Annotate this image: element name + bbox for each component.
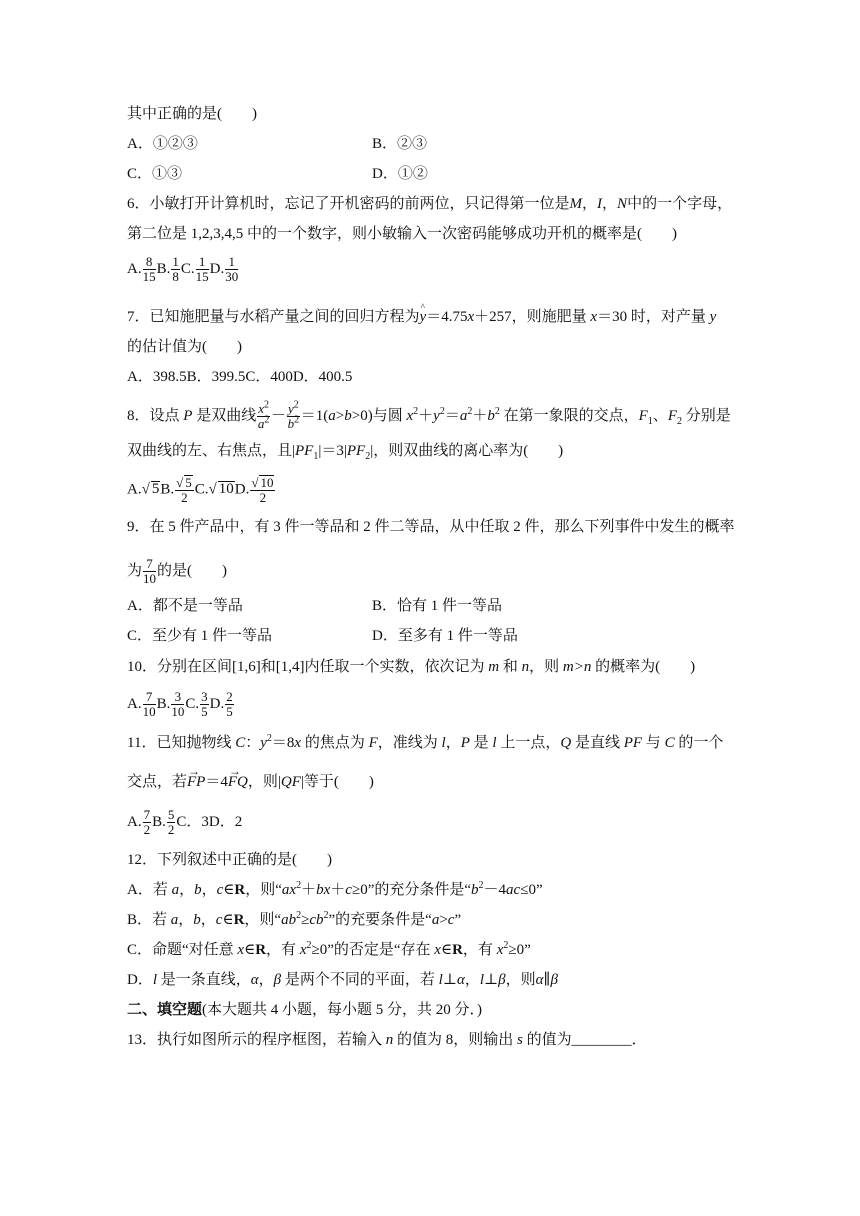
- q6-text-c: 第二位是 1,2,3,4,5 中的一个数字，则小敏输入一次密码能够成功开机的概率是( ): [127, 226, 677, 242]
- q7-var-y: y: [709, 309, 717, 325]
- q8-line-2: 双曲线的左、右焦点，且$|PF_1|=3|PF_2|$，则双曲线的离心率为( ): [127, 443, 564, 462]
- q6-opt-d-den: 30: [225, 269, 239, 284]
- q9-option-b: B．恰有 1 件一等品: [372, 598, 503, 614]
- q8-opt-a-label: A.: [127, 481, 142, 498]
- q11-colon: ：: [245, 735, 261, 751]
- q10-opt-b-den: 10: [171, 704, 185, 719]
- q6-var-m: M: [569, 196, 583, 212]
- q9-text-a: 9．在 5 件产品中，有 3 件一等品和 2 件二等品，从中任取 2 件，那么下列事件中发生的概率: [127, 519, 735, 535]
- q8-text-a: 8．设点: [127, 407, 180, 424]
- q11-text-b: 的焦点为: [304, 735, 365, 751]
- q9-line-1: [127, 518, 735, 536]
- q12-d-text-4: ，则: [505, 972, 536, 988]
- q7-line-2: [127, 338, 242, 356]
- q13-text-c: 的值为________．: [526, 1032, 647, 1048]
- q9-num: 7: [143, 557, 156, 572]
- q12-option-b: B．若 a，b，c∈R，则“$ab^2\ge cb^2$”的充要条件是“a>c”: [127, 910, 462, 928]
- q11-var-p: P: [460, 735, 470, 751]
- q8-opt-a-radicand: 5: [151, 481, 160, 498]
- q10-opt-c-fraction: [200, 690, 209, 719]
- q6-opt-d-fraction: [225, 255, 238, 284]
- q6-opt-b-den: 8: [172, 269, 179, 284]
- q11-comma: ，: [445, 735, 461, 751]
- q8-pf1: PF: [295, 443, 314, 459]
- q12-option-a: A．若 a，b，c∈R，则“$ax^2+bx+c\ge 0$”的充分条件是“$b^2-4ac\le 0$”: [127, 880, 543, 898]
- q12-b-text-3: ”的充要条件是“: [328, 912, 432, 928]
- q9-fraction: [143, 557, 156, 586]
- q5-option-b: B．②③: [372, 136, 428, 152]
- q6-opt-c-fraction: [196, 255, 209, 284]
- q12-a-text-2: ，则“: [245, 882, 282, 898]
- q6-text-a: 6．小敏打开计算机时，忘记了开机密码的前两位，只记得第一位是: [127, 196, 570, 212]
- q10-opt-c-num: 3: [201, 689, 208, 704]
- q8-text-gt0: >0)与圆: [351, 407, 403, 424]
- q10-cond: m>n: [562, 659, 592, 675]
- q12-a-text-4: ”: [535, 882, 543, 898]
- q10-options: [127, 690, 235, 719]
- q5-options-row-1: [127, 135, 428, 153]
- q10-var-m: m: [488, 659, 500, 675]
- q9-text-b: 为: [127, 562, 143, 579]
- q8-options: A.√ 5B. $\frac{√ 5}{2}$ C.√ 10D. $\frac{√ 10}{2}$: [127, 475, 274, 505]
- q11-text-is: 是: [473, 735, 489, 751]
- q12-stem-text: 12．下列叙述中正确的是( ): [127, 852, 332, 868]
- q6-opt-c-num: 1: [196, 255, 209, 270]
- q11-var-l: l: [441, 735, 446, 751]
- q6-opt-b-fraction: [171, 255, 180, 284]
- section-2-heading: [127, 1001, 482, 1019]
- q9-option-c: C．至少有 1 件一等品: [127, 628, 273, 644]
- q12-b-text-4: ”: [454, 912, 462, 928]
- q10-line-1: [127, 658, 695, 676]
- q13-line: [127, 1031, 647, 1049]
- q12-option-c: C．命题“对任意 x∈R，有 $x^2\ge 0$”的否定是“存在 x∈R，有 $x^2\ge 0$”: [127, 940, 531, 958]
- q6-text-b: 中的一个字母，: [627, 196, 733, 212]
- q10-text-a: 10．分别在区间[1,6]和[1,4]内任取一个实数，依次记为: [127, 659, 485, 675]
- q6-opt-c-den: 15: [195, 269, 209, 284]
- q6-var-n: N: [617, 196, 628, 212]
- q13-text-a: 13．执行如图所示的程序框图，若输入: [127, 1032, 383, 1048]
- q6-opt-b-num: 1: [172, 254, 179, 269]
- q12-a-text-3: ”的充分条件是“: [367, 882, 472, 898]
- q11-vec-fp: → FP: [187, 773, 205, 791]
- q12-c-text-2: ，有: [266, 942, 297, 958]
- q12-b-text-1: B．若: [127, 912, 168, 928]
- q11-var-qf: QF: [280, 774, 301, 790]
- q11-opt-a-fraction: [143, 808, 152, 837]
- q8-circle-eq: ＝: [444, 407, 460, 424]
- q6-opt-d-label: D.: [209, 260, 225, 277]
- q8-gt: >: [335, 407, 345, 424]
- q10-var-n: n: [521, 659, 530, 675]
- q8-opt-b-den: 2: [181, 490, 188, 505]
- q5-option-a: A．①②③: [127, 136, 198, 152]
- q11-text-f: |等于( ): [300, 774, 374, 790]
- q9-option-d: D．至多有 1 件一等品: [372, 628, 518, 644]
- q11-vec-fq: → FQ: [228, 773, 248, 791]
- q8-frac-y2-b2: $\frac{y^2}{b^2}$: [287, 399, 300, 431]
- section-2-note: (本大题共 4 小题，每小题 5 分，共 20 分．): [202, 1002, 483, 1018]
- q11-var-x: x: [294, 735, 302, 751]
- q11-var-c: C: [235, 735, 246, 751]
- q12-option-d: D．l 是一条直线，α，β 是两个不同的平面，若 l⊥α，l⊥β，则α∥β: [127, 972, 558, 988]
- q8-line-1: 8．设点 P 是双曲线 $\frac{x^2}{a^2}$ － $\frac{y^2}{b^2}$ ＝1(a>b>0)与圆 $x^2+y^2=a^2+b^2$ 在第一象限的交点，$F_1$、$F_2$ 分别是: [127, 399, 731, 431]
- q8-opt-d-den: 2: [259, 490, 267, 505]
- q8-text-b: 是双曲线: [196, 407, 257, 424]
- q12-d-text-3: 是两个不同的平面，若: [284, 972, 435, 988]
- q9-line-2: [127, 557, 227, 586]
- q10-text-tail: 的概率为( ): [595, 659, 696, 675]
- q10-opt-d-den: 5: [226, 704, 233, 719]
- q8-text-eq: ＝1(: [300, 407, 329, 424]
- q11-opt-b-den: 2: [167, 822, 175, 837]
- q10-opt-a-label: A.: [127, 695, 142, 712]
- q5-option-d: D．①②: [372, 166, 428, 182]
- q7-text-b: ＝4.75: [426, 309, 468, 325]
- q11-opt-b-label: B.: [152, 813, 166, 830]
- intro-text: 其中正确的是( ): [127, 106, 257, 122]
- q5-option-c: C．①③: [127, 166, 183, 182]
- q11-var-pf: PF: [623, 735, 643, 751]
- q10-text-then: ，则: [529, 659, 560, 675]
- q9-option-a: A．都不是一等品: [127, 598, 243, 614]
- q13-var-n: n: [385, 1032, 394, 1048]
- q11-options: [127, 808, 242, 837]
- q7-text-e: 的估计值为( ): [127, 339, 242, 355]
- q12-d-text-2: 是一条直线，: [160, 972, 251, 988]
- q11-var-l-2: l: [492, 735, 497, 751]
- q8-opt-d-radicand: 10: [260, 475, 274, 490]
- q6-opt-b-label: B.: [156, 260, 171, 277]
- q6-opt-a-label: A.: [127, 260, 142, 277]
- q10-opt-a-den: 10: [142, 704, 156, 719]
- q12-c-text-1: C．命题“对任意: [127, 942, 234, 958]
- q8-text-d: 双曲线的左、右焦点，且|: [127, 443, 296, 459]
- q11-opt-a-label: A.: [127, 813, 142, 830]
- q10-opt-b-label: B.: [156, 695, 171, 712]
- q7-var-x: x: [467, 309, 475, 325]
- q11-eq: ＝8: [271, 735, 295, 751]
- q11-var-f: F: [368, 735, 378, 751]
- q11-opt-a-den: 2: [143, 822, 151, 837]
- q10-opt-d-fraction: [225, 690, 234, 719]
- q11-text-d: 交点，若: [127, 774, 188, 790]
- q7-text-a: 7．已知施肥量与水稻产量之间的回归方程为: [127, 309, 420, 325]
- q11-text-a: 11．已知抛物线: [127, 735, 232, 751]
- q8-text-tail: 分别是: [685, 407, 731, 424]
- q11-line-2: [127, 773, 374, 791]
- q12-b-text-2: ，则“: [244, 912, 282, 928]
- q12-a-text-1: A．若: [127, 882, 168, 898]
- q7-options-text: A．398.5B．399.5C．400D．400.5: [127, 369, 353, 385]
- q12-c-text-3: ”的否定是“存在: [327, 942, 431, 958]
- q10-opt-d-num: 2: [226, 689, 233, 704]
- q12-c-text-5: ”: [524, 942, 531, 958]
- q11-opt-a-num: 7: [143, 807, 151, 822]
- q6-opt-a-num: 8: [143, 255, 156, 270]
- q8-f2: F: [667, 407, 677, 424]
- question-5-stem-tail: [127, 105, 257, 123]
- q7-var-x-2: x: [590, 309, 598, 325]
- q8-f1: F: [638, 407, 648, 424]
- q13-text-b: 的值为 8，则输出: [397, 1032, 514, 1048]
- q10-opt-a-fraction: [143, 690, 156, 719]
- q10-opt-c-label: C.: [185, 695, 200, 712]
- q8-opt-d-label: D.: [234, 481, 250, 498]
- q7-text-c: ＋257，则施肥量: [474, 309, 587, 325]
- q10-opt-a-num: 7: [143, 690, 156, 705]
- q12-c-text-4: ，有: [462, 942, 493, 958]
- q11-text-point: 上一点，: [500, 735, 561, 751]
- q8-opt-b-label: B.: [160, 481, 175, 498]
- q9-options-row-2: [127, 627, 518, 645]
- section-2-title: 二、填空题: [127, 1002, 203, 1018]
- q9-options-row-1: [127, 597, 503, 615]
- q10-opt-b-fraction: [171, 690, 184, 719]
- q8-opt-d-fraction: $\frac{√ 10}{2}$: [251, 475, 274, 505]
- q8-text-e: |，则双曲线的离心率为( ): [370, 443, 564, 459]
- q11-text-with: 与: [645, 735, 661, 751]
- q11-text-e: ，则|: [247, 774, 281, 790]
- q8-frac-x2-a2: $\frac{x^2}{a^2}$: [257, 399, 270, 431]
- q9-den: 10: [143, 571, 157, 586]
- q8-var-b: b: [344, 407, 352, 424]
- q8-opt-b-fraction: $\frac{√ 5}{2}$: [176, 475, 192, 505]
- q6-opt-a-fraction: [143, 255, 156, 284]
- q10-opt-c-den: 5: [201, 704, 208, 719]
- q11-text-line: 是直线: [574, 735, 620, 751]
- q9-text-c: 的是( ): [157, 562, 228, 579]
- q11-opt-b-num: 5: [167, 807, 175, 822]
- q8-pf2: PF: [346, 443, 366, 459]
- q11-line-1: 11．已知抛物线 C：$y^2=8x$ 的焦点为 F，准线为 l，P 是 l 上一点，Q 是直线 PF 与 C 的一个: [127, 733, 724, 751]
- q7-y-hat: ^ y: [420, 308, 427, 326]
- q12-d-text-1: D．: [127, 972, 153, 988]
- q7-options: [127, 368, 352, 386]
- q8-text-c: 在第一象限的交点，: [503, 407, 639, 424]
- q6-var-i: I: [597, 196, 603, 212]
- q6-opt-c-label: C.: [180, 260, 195, 277]
- q6-line-1: 6．小敏打开计算机时，忘记了开机密码的前两位，只记得第一位是M，I，N中的一个字母，: [127, 196, 733, 212]
- q6-line-2: [127, 225, 677, 243]
- q6-opt-d-num: 1: [225, 255, 238, 270]
- q8-opt-b-radicand: 5: [185, 475, 192, 490]
- q8-var-a: a: [328, 407, 336, 424]
- q11-text-one: 的一个: [678, 735, 724, 751]
- q11-opt-b-fraction: [167, 808, 176, 837]
- q6-opt-a-den: 15: [142, 269, 156, 284]
- q10-text-and: 和: [502, 659, 518, 675]
- q8-var-p: P: [183, 407, 193, 424]
- q11-text-c: ，准线为: [377, 735, 438, 751]
- q6-options: [127, 255, 239, 284]
- q12-stem: [127, 851, 332, 869]
- q13-var-s: s: [517, 1032, 523, 1048]
- q8-text-mid: |＝3|: [318, 443, 347, 459]
- q11-var-c-2: C: [664, 735, 675, 751]
- q8-opt-c-label: C.: [194, 481, 209, 498]
- q7-line-1: [127, 308, 716, 326]
- q11-opt-rest: C．3D．2: [176, 813, 243, 830]
- q11-eq-2: ＝4: [205, 774, 228, 790]
- q7-text-d: ＝30 时，对产量: [597, 309, 706, 325]
- q10-opt-d-label: D.: [209, 695, 225, 712]
- q10-opt-b-num: 3: [171, 690, 184, 705]
- q5-options-row-2: [127, 165, 428, 183]
- q11-var-q: Q: [560, 735, 572, 751]
- q8-opt-c-radicand: 10: [218, 481, 234, 498]
